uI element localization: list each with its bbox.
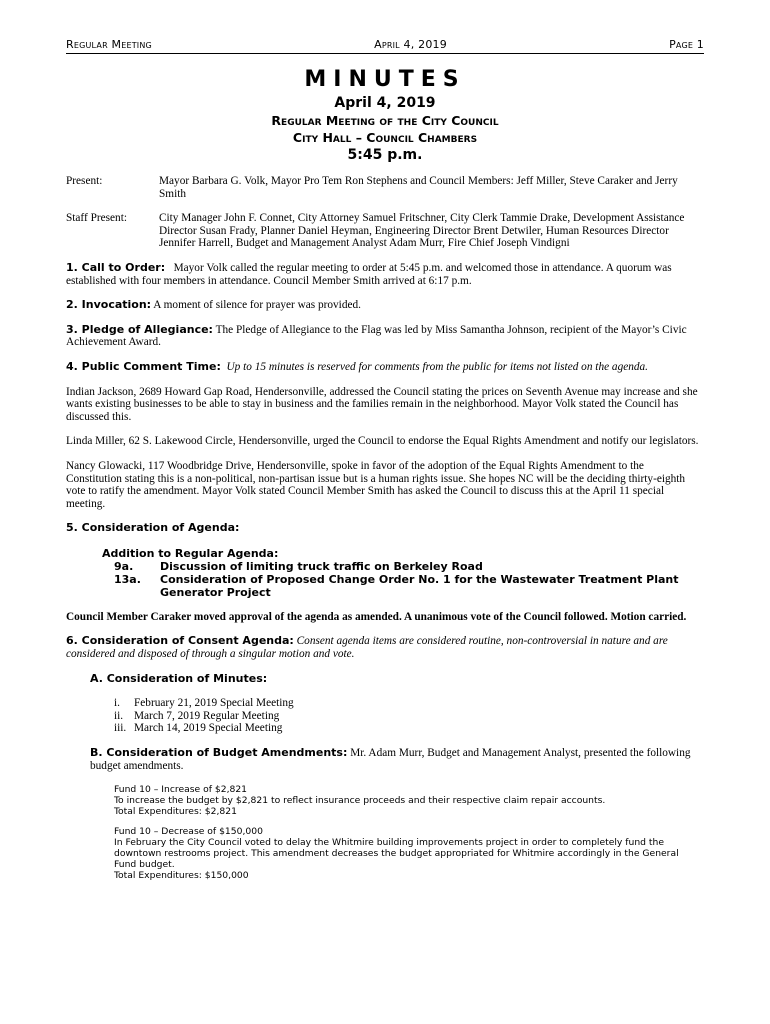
meeting-location: City Hall – Council Chambers — [292, 130, 478, 145]
budget-amendment — [114, 784, 702, 817]
call-to-order-heading: 1. Call to Order: — [66, 260, 166, 274]
present-label: Present: — [66, 175, 103, 187]
list-item-number: ii. — [114, 709, 124, 722]
amendment-title: Fund 10 – Decrease of $150,000 — [114, 826, 263, 838]
budget-amendment — [114, 826, 702, 881]
pledge-text: The Pledge of Allegiance to the Flag was led by Miss Samantha Johnson, recipient of the Mayor’s Civic Achievement Award. — [66, 323, 687, 349]
budget-amendments-heading: B. Consideration of Budget Amendments: — [90, 746, 348, 760]
agenda-item-text: Discussion of limiting truck traffic on Berkeley Road — [160, 559, 483, 573]
agenda-motion: Council Member Caraker moved approval of the agenda as amended. A unanimous vote of the Council followed. Motion carried. — [66, 610, 687, 623]
meeting-time: 5:45 p.m. — [347, 147, 423, 163]
list-item-text: February 21, 2019 Special Meeting — [134, 697, 294, 710]
public-comment-text: Up to 15 minutes is reserved for comments from the public for items not listed on the agenda. — [226, 360, 649, 373]
pledge-heading: 3. Pledge of Allegiance: — [66, 322, 213, 336]
section-pledge — [66, 324, 702, 349]
invocation-text: A moment of silence for prayer was provided. — [153, 299, 361, 312]
running-header — [66, 38, 704, 54]
section-consent-agenda — [66, 635, 702, 660]
public-comment-paragraph: Nancy Glowacki, 117 Woodbridge Drive, Hendersonville, spoke in favor of the adoption of the Equal Rights Amendment to the Constitution stating this is a non-political, non-partisan issue but is a human rights issue. She hopes NC will be the deciding thirty-eighth vote to ratify the amendment. Mayor Volk stated Council Member Smith has asked the Council to discuss this at the April 11 special meeting. — [66, 459, 686, 510]
amendment-total: Total Expenditures: $150,000 — [114, 870, 249, 882]
list-item — [114, 722, 702, 735]
call-to-order-text: Mayor Volk called the regular meeting to order at 5:45 p.m. and welcomed those in attendance. A quorum was established with four members in attendance. Council Member Smith arrived at 6:17 p.m. — [66, 261, 672, 287]
public-comment-paragraph: Linda Miller, 62 S. Lakewood Circle, Hendersonville, urged the Council to endorse the Equal Rights Amendment and notify our legislators. — [66, 435, 699, 448]
staff-present-row — [66, 212, 702, 250]
present-text: Mayor Barbara G. Volk, Mayor Pro Tem Ron Stephens and Council Members: Jeff Miller, Steve Caraker and Jerry Smith — [159, 175, 678, 200]
section-call-to-order — [66, 262, 702, 287]
list-item-text: March 14, 2019 Special Meeting — [134, 722, 283, 735]
meeting-type: Regular Meeting of the City Council — [271, 113, 499, 128]
section-invocation — [66, 299, 702, 312]
invocation-heading: 2. Invocation: — [66, 298, 152, 312]
present-row — [66, 175, 702, 200]
list-item — [114, 697, 702, 710]
title-block — [66, 66, 704, 164]
budget-amendments-text: Mr. Adam Murr, Budget and Management Analyst, presented the following budget amendments. — [90, 747, 691, 772]
section-agenda — [66, 522, 702, 535]
document-title: MINUTES — [304, 67, 466, 92]
list-item-number: iii. — [114, 722, 127, 735]
header-meeting-type: Regular Meeting — [66, 38, 152, 51]
agenda-heading: 5. Consideration of Agenda: — [66, 521, 240, 535]
header-date: April 4, 2019 — [374, 38, 447, 51]
agenda-item-text: Consideration of Proposed Change Order No. 1 for the Wastewater Treatment Plant Generator Project — [160, 572, 679, 599]
amendment-total: Total Expenditures: $2,821 — [114, 806, 237, 818]
amendment-description: To increase the budget by $2,821 to reflect insurance proceeds and their respective claim repair accounts. — [114, 795, 606, 807]
minutes-subheading: A. Consideration of Minutes: — [90, 671, 268, 685]
budget-amendments-section — [90, 747, 702, 772]
public-comment-paragraph: Indian Jackson, 2689 Howard Gap Road, Hendersonville, addressed the Council stating the prices on Seventh Avenue may increase and she wants existing businesses to be able to stay in business and the families remain in the neighborhood. Mayor Volk stated the Council has discussed this. — [66, 385, 698, 423]
list-item-text: March 7, 2019 Regular Meeting — [134, 709, 280, 722]
section-public-comment — [66, 361, 702, 374]
list-item-number: i. — [114, 697, 120, 710]
agenda-addition-label: Addition to Regular Agenda: — [102, 546, 279, 560]
amendment-description: In February the City Council voted to delay the Whitmire building improvements project in order to completely fund the downtown restrooms project. This amendment decreases the budget appropriated for Whitmire accordingly in the General Fund budget. — [114, 837, 679, 871]
staff-present-label: Staff Present: — [66, 212, 127, 225]
minutes-body — [66, 175, 702, 890]
consent-heading: 6. Consideration of Consent Agenda: — [66, 634, 294, 648]
staff-present-text: City Manager John F. Connet, City Attorney Samuel Fritschner, City Clerk Tammie Drake, Development Assistance Director Susan Frady, Planner Daniel Heyman, Engineering Director Brent Detwiler, Human Resources Director Jennifer Harrell, Budget and Management Analyst Adam Murr, Fire Chief Joseph Vindigni — [159, 212, 685, 250]
agenda-item — [114, 573, 702, 599]
agenda-item — [114, 560, 702, 573]
header-page-number: Page 1 — [669, 38, 704, 51]
amendment-title: Fund 10 – Increase of $2,821 — [114, 784, 248, 796]
agenda-additions — [102, 547, 702, 599]
public-comment-heading: 4. Public Comment Time: — [66, 359, 221, 373]
list-item — [114, 710, 702, 723]
agenda-item-number: 13a. — [114, 572, 141, 586]
agenda-item-number: 9a. — [114, 559, 134, 573]
minutes-list — [114, 697, 702, 735]
meeting-date: April 4, 2019 — [334, 95, 436, 111]
consent-text: Consent agenda items are considered routine, non-controversial in nature and are considered and disposed of through a singular motion and vote. — [66, 635, 668, 661]
